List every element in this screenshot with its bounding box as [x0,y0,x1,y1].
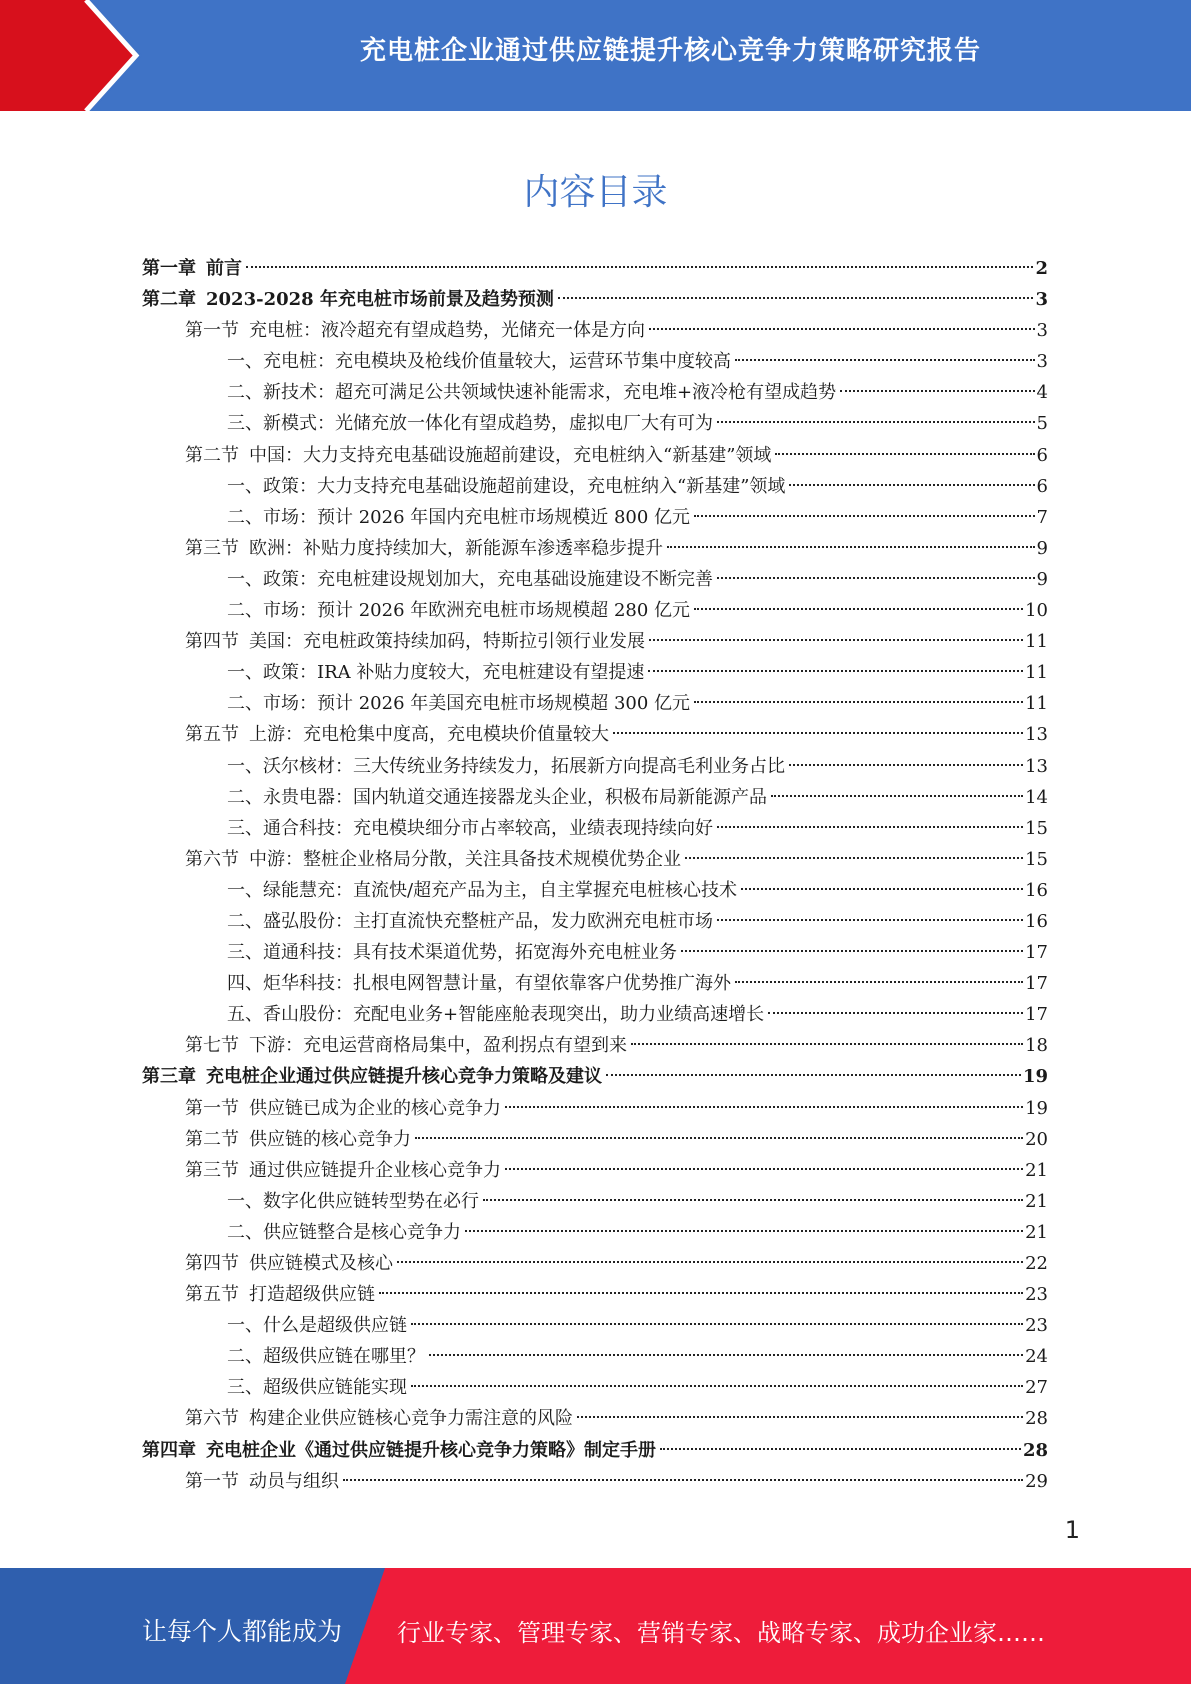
toc-entry-title: 三、新模式：光储充放一体化有望成趋势，虚拟电厂大有可为 [227,413,713,435]
toc-entry-page: 11 [1025,693,1048,715]
toc-dot-leader [246,266,1033,268]
toc-entry-title: 五、香山股份：充配电业务+智能座舱表现突出，助力业绩高速增长 [227,1004,765,1026]
toc-dot-leader [558,297,1034,299]
toc-entry-number: 第四章 [142,1439,196,1461]
toc-dot-leader [411,1323,1023,1325]
toc-entry[interactable] [142,502,1048,533]
toc-entry-page: 23 [1025,1284,1048,1306]
toc-entry-title: 二、供应链整合是核心竞争力 [227,1221,461,1243]
toc-entry-page: 17 [1025,1004,1048,1026]
toc-entry-page: 5 [1036,413,1048,435]
toc-entry-page: 11 [1025,662,1048,684]
toc-dot-leader [735,981,1023,983]
toc-dot-leader [771,795,1023,797]
toc-dot-leader [717,919,1023,921]
toc-entry-title: 通过供应链提升企业核心竞争力 [249,1159,501,1181]
toc-dot-leader [667,546,1035,548]
toc-dot-leader [631,1043,1023,1045]
toc-dot-leader [343,1479,1023,1481]
toc-entry-number: 第五节 [185,1284,239,1306]
header-banner [0,0,1191,111]
toc-entry-page: 15 [1025,817,1048,839]
toc-entry-number: 第二节 [185,444,239,466]
toc-entry-title: 一、政策：大力支持充电基础设施超前建设，充电桩纳入“新基建”领域 [227,475,786,497]
toc-entry-page: 11 [1025,631,1048,653]
toc-dot-leader [775,453,1034,455]
toc-entry-title: 一、数字化供应链转型势在必行 [227,1190,479,1212]
toc-entry-title: 供应链模式及核心 [249,1253,393,1274]
toc-entry-number: 第七节 [185,1035,239,1057]
toc-entry[interactable] [142,346,1048,377]
toc-entry-title: 动员与组织 [249,1470,339,1492]
toc-entry-title: 二、超级供应链在哪里？ [227,1346,425,1368]
toc-entry-page: 21 [1025,1159,1048,1181]
header-arrow-decoration [0,0,150,111]
toc-entry-title: 一、沃尔核材：三大传统业务持续发力，拓展新方向提高毛利业务占比 [227,755,785,777]
toc-dot-leader [649,328,1035,330]
table-of-contents [142,253,1048,1497]
toc-entry-page: 18 [1025,1035,1048,1057]
toc-entry[interactable] [142,968,1048,999]
toc-entry-number: 第六节 [185,1408,239,1430]
footer-slogan-left: 让每个人都能成为 [142,1617,343,1646]
toc-dot-leader [789,484,1034,486]
toc-entry-page: 27 [1025,1377,1048,1399]
toc-entry-number: 第五节 [185,724,239,746]
page-number: 1 [1064,1516,1080,1544]
toc-entry-title: 二、市场：预计 2026 年欧洲充电桩市场规模超 280 亿元 [227,600,691,622]
toc-entry-title: 前言 [206,258,242,279]
toc-dot-leader [465,1230,1023,1232]
toc-entry-page: 4 [1036,382,1048,404]
toc-entry-number: 第一节 [185,1097,239,1119]
toc-entry-title: 充电桩企业《通过供应链提升核心竞争力策略》制定手册 [206,1439,656,1461]
toc-entry[interactable] [142,1186,1048,1217]
toc-dot-leader [840,390,1034,392]
toc-entry[interactable] [142,657,1048,688]
toc-entry[interactable] [142,1372,1048,1403]
toc-entry[interactable] [142,1466,1048,1497]
toc-dot-leader [741,888,1023,890]
toc-entry-number: 第一节 [185,320,239,342]
toc-entry[interactable] [142,626,1048,657]
toc-entry-page: 14 [1025,786,1048,808]
toc-entry[interactable] [142,1403,1048,1434]
toc-entry-page: 9 [1036,568,1048,590]
toc-entry-title: 四、炬华科技：扎根电网智慧计量，有望依靠客户优势推广海外 [227,973,731,995]
toc-entry-title: 构建企业供应链核心竞争力需注意的风险 [249,1408,573,1430]
toc-entry-page: 17 [1025,973,1048,995]
toc-entry-title: 三、通合科技：充电模块细分市占率较高，业绩表现持续向好 [227,817,713,839]
toc-entry-page: 28 [1022,1439,1048,1461]
toc-entry-page: 19 [1022,1066,1048,1088]
toc-dot-leader [483,1199,1023,1201]
toc-entry[interactable] [142,875,1048,906]
toc-entry-page: 19 [1025,1097,1048,1119]
toc-dot-leader [717,577,1035,579]
toc-dot-leader [681,950,1023,952]
toc-entry[interactable] [142,1155,1048,1186]
toc-dot-leader [717,826,1023,828]
toc-entry-title: 供应链的核心竞争力 [249,1128,411,1150]
toc-entry-page: 6 [1036,475,1048,497]
toc-dot-leader [685,857,1023,859]
toc-entry-title: 二、市场：预计 2026 年美国充电桩市场规模超 300 亿元 [227,693,691,715]
toc-dot-leader [648,670,1023,672]
toc-entry-number: 第四节 [185,631,239,653]
toc-entry[interactable] [142,1217,1048,1248]
toc-entry-page: 23 [1025,1315,1048,1337]
toc-dot-leader [717,421,1035,423]
toc-entry-title: 二、市场：预计 2026 年国内充电桩市场规模近 800 亿元 [227,506,691,528]
toc-entry-page: 28 [1025,1408,1048,1430]
toc-entry-title: 二、盛弘股份：主打直流快充整桩产品，发力欧洲充电桩市场 [227,910,713,932]
toc-entry[interactable] [142,1061,1048,1092]
toc-dot-leader [649,639,1023,641]
toc-entry[interactable] [142,1435,1048,1466]
toc-entry-title: 供应链已成为企业的核心竞争力 [249,1097,501,1119]
toc-entry-page: 22 [1025,1253,1048,1274]
toc-entry-number: 第一节 [185,1470,239,1492]
toc-entry-title: 2023-2028 年充电桩市场前景及趋势预测 [206,289,554,311]
toc-entry-page: 10 [1025,600,1048,622]
toc-entry-title: 一、充电桩：充电模块及枪线价值量较大，运营环节集中度较高 [227,351,731,373]
toc-entry[interactable] [142,284,1048,315]
toc-dot-leader [577,1416,1023,1418]
toc-dot-leader [415,1137,1023,1139]
report-title: 充电桩企业通过供应链提升核心竞争力策略研究报告 [359,36,981,66]
toc-entry[interactable] [142,564,1048,595]
toc-dot-leader [411,1385,1023,1387]
toc-entry-title: 三、道通科技：具有技术渠道优势，拓宽海外充电桩业务 [227,942,677,964]
toc-entry[interactable] [142,1030,1048,1061]
toc-entry-title: 充电桩企业通过供应链提升核心竞争力策略及建议 [206,1066,602,1088]
toc-entry-page: 9 [1036,537,1048,559]
toc-entry-title: 充电桩：液冷超充有望成趋势，光储充一体是方向 [249,320,645,342]
toc-entry-title: 一、什么是超级供应链 [227,1315,407,1337]
toc-entry-page: 3 [1035,289,1048,311]
toc-entry-page: 17 [1025,942,1048,964]
toc-entry[interactable] [142,1341,1048,1372]
toc-entry-page: 21 [1025,1190,1048,1212]
toc-entry-title: 欧洲：补贴力度持续加大，新能源车渗透率稳步提升 [249,537,663,559]
toc-entry-title: 一、政策：IRA 补贴力度较大，充电桩建设有望提速 [227,662,645,684]
toc-entry-number: 第六节 [185,848,239,870]
toc-entry[interactable] [142,844,1048,875]
toc-entry-page: 16 [1025,879,1048,901]
toc-entry-number: 第四节 [185,1253,239,1274]
toc-entry[interactable] [142,533,1048,564]
toc-entry[interactable] [142,471,1048,502]
toc-entry-page: 3 [1036,320,1048,342]
toc-entry[interactable] [142,719,1048,750]
toc-dot-leader [735,359,1035,361]
toc-dot-leader [379,1292,1023,1294]
toc-entry-page: 13 [1025,724,1048,746]
toc-entry[interactable] [142,1093,1048,1124]
toc-entry-page: 29 [1025,1470,1048,1492]
footer-slogan-right: 行业专家、管理专家、营销专家、战略专家、成功企业家…… [397,1619,1045,1647]
toc-dot-leader [429,1354,1023,1356]
toc-entry[interactable] [142,253,1048,284]
toc-dot-leader [694,701,1023,703]
toc-entry[interactable] [142,315,1048,346]
toc-entry-title: 一、绿能慧充：直流快/超充产品为主，自主掌握充电桩核心技术 [227,879,738,901]
toc-entry-page: 3 [1036,351,1048,373]
toc-entry-number: 第三节 [185,1159,239,1181]
toc-entry[interactable] [142,1310,1048,1341]
toc-dot-leader [397,1261,1023,1263]
toc-entry-title: 上游：充电枪集中度高，充电模块价值量较大 [249,724,609,746]
toc-entry[interactable] [142,688,1048,719]
toc-entry-title: 美国：充电桩政策持续加码，特斯拉引领行业发展 [249,631,645,653]
toc-entry-page: 2 [1035,258,1048,279]
toc-dot-leader [606,1074,1021,1076]
toc-entry[interactable] [142,1248,1048,1279]
toc-dot-leader [768,1012,1023,1014]
toc-entry[interactable] [142,440,1048,471]
toc-entry-title: 三、超级供应链能实现 [227,1377,407,1399]
toc-entry-title: 中游：整桩企业格局分散，关注具备技术规模优势企业 [249,848,681,870]
toc-entry-title: 下游：充电运营商格局集中，盈利拐点有望到来 [249,1035,627,1057]
toc-dot-leader [694,515,1034,517]
toc-entry-title: 二、新技术：超充可满足公共领域快速补能需求，充电堆+液冷枪有望成趋势 [227,382,837,404]
toc-entry[interactable] [142,377,1048,408]
toc-entry-number: 第三节 [185,537,239,559]
toc-entry-number: 第二节 [185,1128,239,1150]
toc-entry-number: 第三章 [142,1066,196,1088]
toc-entry-title: 一、政策：充电桩建设规划加大，充电基础设施建设不断完善 [227,568,713,590]
toc-entry-page: 6 [1036,444,1048,466]
toc-dot-leader [789,764,1023,766]
toc-entry[interactable] [142,408,1048,439]
toc-entry-title: 二、永贵电器：国内轨道交通连接器龙头企业，积极布局新能源产品 [227,786,767,808]
toc-heading: 内容目录 [523,172,668,213]
toc-dot-leader [660,1448,1021,1450]
toc-entry-page: 20 [1025,1128,1048,1150]
toc-entry[interactable] [142,906,1048,937]
toc-entry[interactable] [142,999,1048,1030]
toc-entry-page: 7 [1036,506,1048,528]
toc-entry-page: 21 [1025,1221,1048,1243]
toc-entry-page: 15 [1025,848,1048,870]
toc-dot-leader [505,1168,1023,1170]
toc-entry[interactable] [142,1279,1048,1310]
toc-entry-title: 中国：大力支持充电基础设施超前建设，充电桩纳入“新基建”领域 [249,444,772,466]
toc-entry-page: 24 [1025,1346,1048,1368]
toc-dot-leader [505,1106,1023,1108]
toc-entry[interactable] [142,782,1048,813]
toc-entry-number: 第一章 [142,258,196,279]
toc-entry-title: 打造超级供应链 [249,1284,375,1306]
toc-entry[interactable] [142,813,1048,844]
toc-entry[interactable] [142,937,1048,968]
toc-entry-page: 16 [1025,910,1048,932]
toc-entry[interactable] [142,595,1048,626]
toc-dot-leader [613,732,1023,734]
toc-entry[interactable] [142,1124,1048,1155]
toc-entry[interactable] [142,751,1048,782]
toc-entry-page: 13 [1025,755,1048,777]
toc-dot-leader [694,608,1023,610]
toc-entry-number: 第二章 [142,289,196,311]
